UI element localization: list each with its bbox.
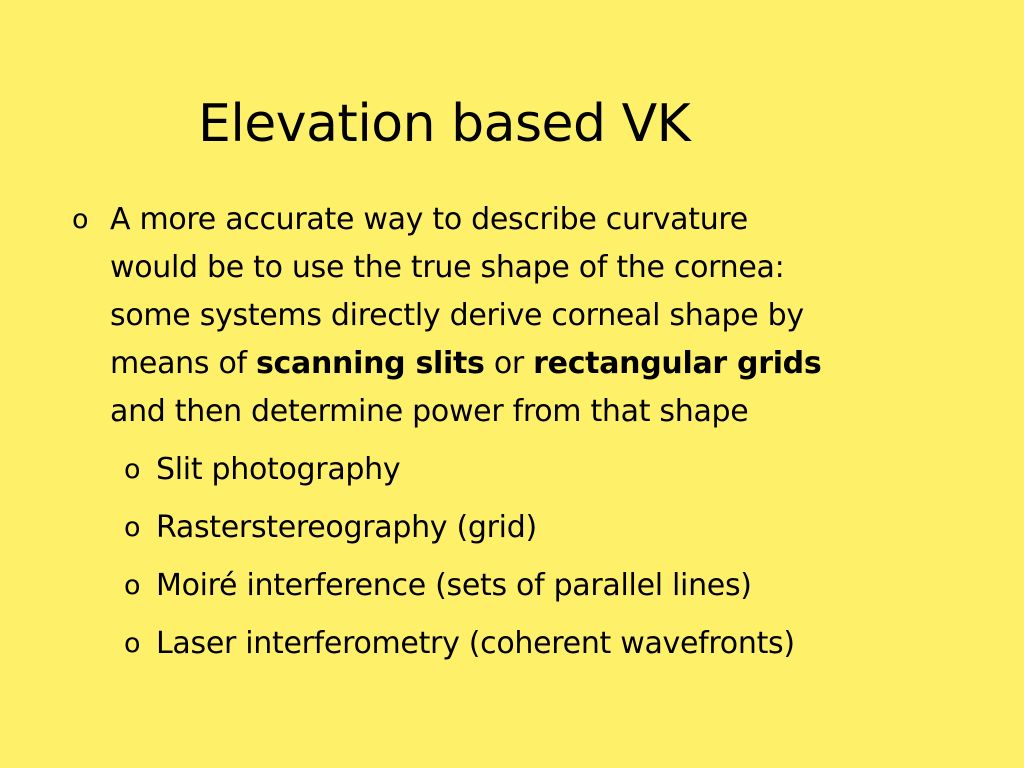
bullet-marker: o: [124, 454, 141, 485]
bullet-marker: o: [124, 512, 141, 543]
main-bullet-text: [110, 196, 990, 436]
slide-title: Elevation based VK: [198, 94, 691, 154]
sub-bullet: [124, 562, 1004, 612]
bullet-marker: o: [124, 570, 141, 601]
line-text: or: [484, 346, 534, 381]
main-bullet-line: and then determine power from that shape: [110, 394, 749, 429]
sub-bullet-text: Laser interferometry (coherent wavefronts): [156, 626, 795, 661]
main-bullet-line: some systems directly derive corneal shape by: [110, 298, 804, 333]
line-text: means of: [110, 346, 256, 381]
bold-term-scanning-slits: scanning slits: [256, 346, 485, 381]
main-bullet-line: would be to use the true shape of the cornea:: [110, 250, 785, 285]
sub-bullet-text: Rasterstereography (grid): [156, 510, 537, 545]
main-bullet-line: A more accurate way to describe curvature: [110, 202, 748, 237]
sub-bullet: [124, 446, 1004, 496]
sub-bullet-text: Slit photography: [156, 452, 401, 487]
bold-term-rectangular-grids: rectangular grids: [533, 346, 822, 381]
bullet-marker: o: [124, 628, 141, 659]
sub-bullet-text: Moiré interference (sets of parallel lines): [156, 568, 752, 603]
main-bullet-line: [110, 340, 990, 388]
sub-bullet: [124, 620, 1004, 670]
sub-bullet: [124, 504, 1004, 554]
bullet-marker: o: [72, 204, 89, 235]
